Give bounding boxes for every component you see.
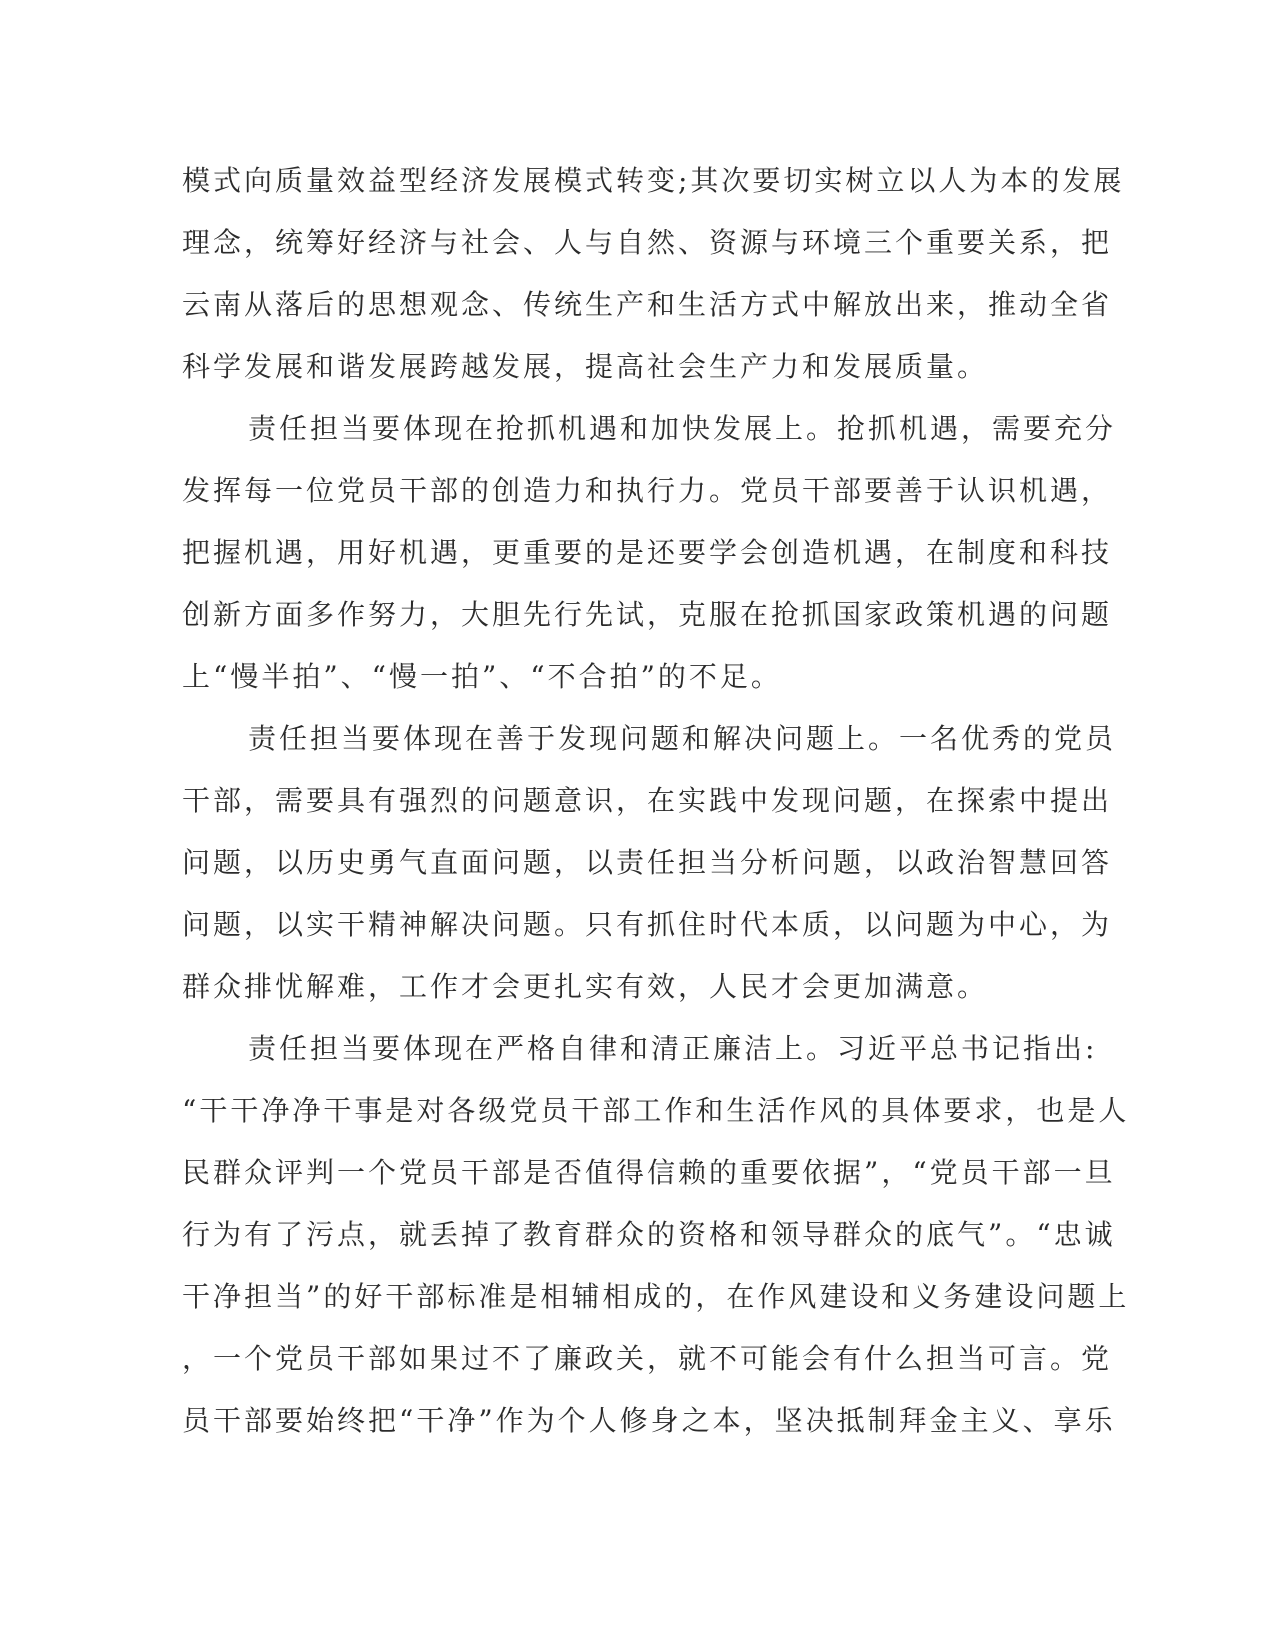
text-line: 责任担当要体现在抢抓机遇和加快发展上。抢抓机遇，需要充分 [248,412,1117,445]
text-line: 行为有了污点，就丢掉了教育群众的资格和领导群众的底气”。“忠诚 [182,1218,1116,1251]
text-line: “干干净净干事是对各级党员干部工作和生活作风的具体要求，也是人 [182,1094,1130,1127]
text-line: 问题，以实干精神解决问题。只有抓住时代本质，以问题为中心，为 [182,908,1113,941]
text-line: 责任担当要体现在严格自律和清正廉洁上。习近平总书记指出: [248,1032,1098,1065]
text-line: 科学发展和谐发展跨越发展，提高社会生产力和发展质量。 [182,350,989,383]
text-line: 上“慢半拍”、“慢一拍”、“不合拍”的不足。 [182,660,782,693]
text-line: 模式向质量效益型经济发展模式转变;其次要切实树立以人为本的发展 [182,164,1125,197]
text-line: 把握机遇，用好机遇，更重要的是还要学会创造机遇，在制度和科技 [182,536,1113,569]
paragraph-continuation [182,150,1125,398]
text-line: 责任担当要体现在善于发现问题和解决问题上。一名优秀的党员 [248,722,1117,755]
document-body [182,150,1130,1452]
text-line: 云南从落后的思想观念、传统生产和生活方式中解放出来，推动全省 [182,288,1113,321]
text-line: 理念，统筹好经济与社会、人与自然、资源与环境三个重要关系，把 [182,226,1113,259]
text-line: 民群众评判一个党员干部是否值得信赖的重要依据”，“党员干部一旦 [182,1156,1116,1189]
text-line: 员干部要始终把“干净”作为个人修身之本，坚决抵制拜金主义、享乐 [182,1404,1116,1437]
paragraph-solve-problems [182,708,1117,1018]
text-line: ，一个党员干部如果过不了廉政关，就不可能会有什么担当可言。党 [182,1342,1113,1375]
text-line: 发挥每一位党员干部的创造力和执行力。党员干部要善于认识机遇， [182,474,1113,507]
text-line: 干净担当”的好干部标准是相辅相成的，在作风建设和义务建设问题上 [182,1280,1130,1313]
text-line: 群众排忧解难，工作才会更扎实有效，人民才会更加满意。 [182,970,989,1003]
paragraph-seize-opportunities [182,398,1117,708]
paragraph-self-discipline [182,1018,1130,1452]
text-line: 干部，需要具有强烈的问题意识，在实践中发现问题，在探索中提出 [182,784,1113,817]
text-line: 问题，以历史勇气直面问题，以责任担当分析问题，以政治智慧回答 [182,846,1113,879]
text-line: 创新方面多作努力，大胆先行先试，克服在抢抓国家政策机遇的问题 [182,598,1113,631]
